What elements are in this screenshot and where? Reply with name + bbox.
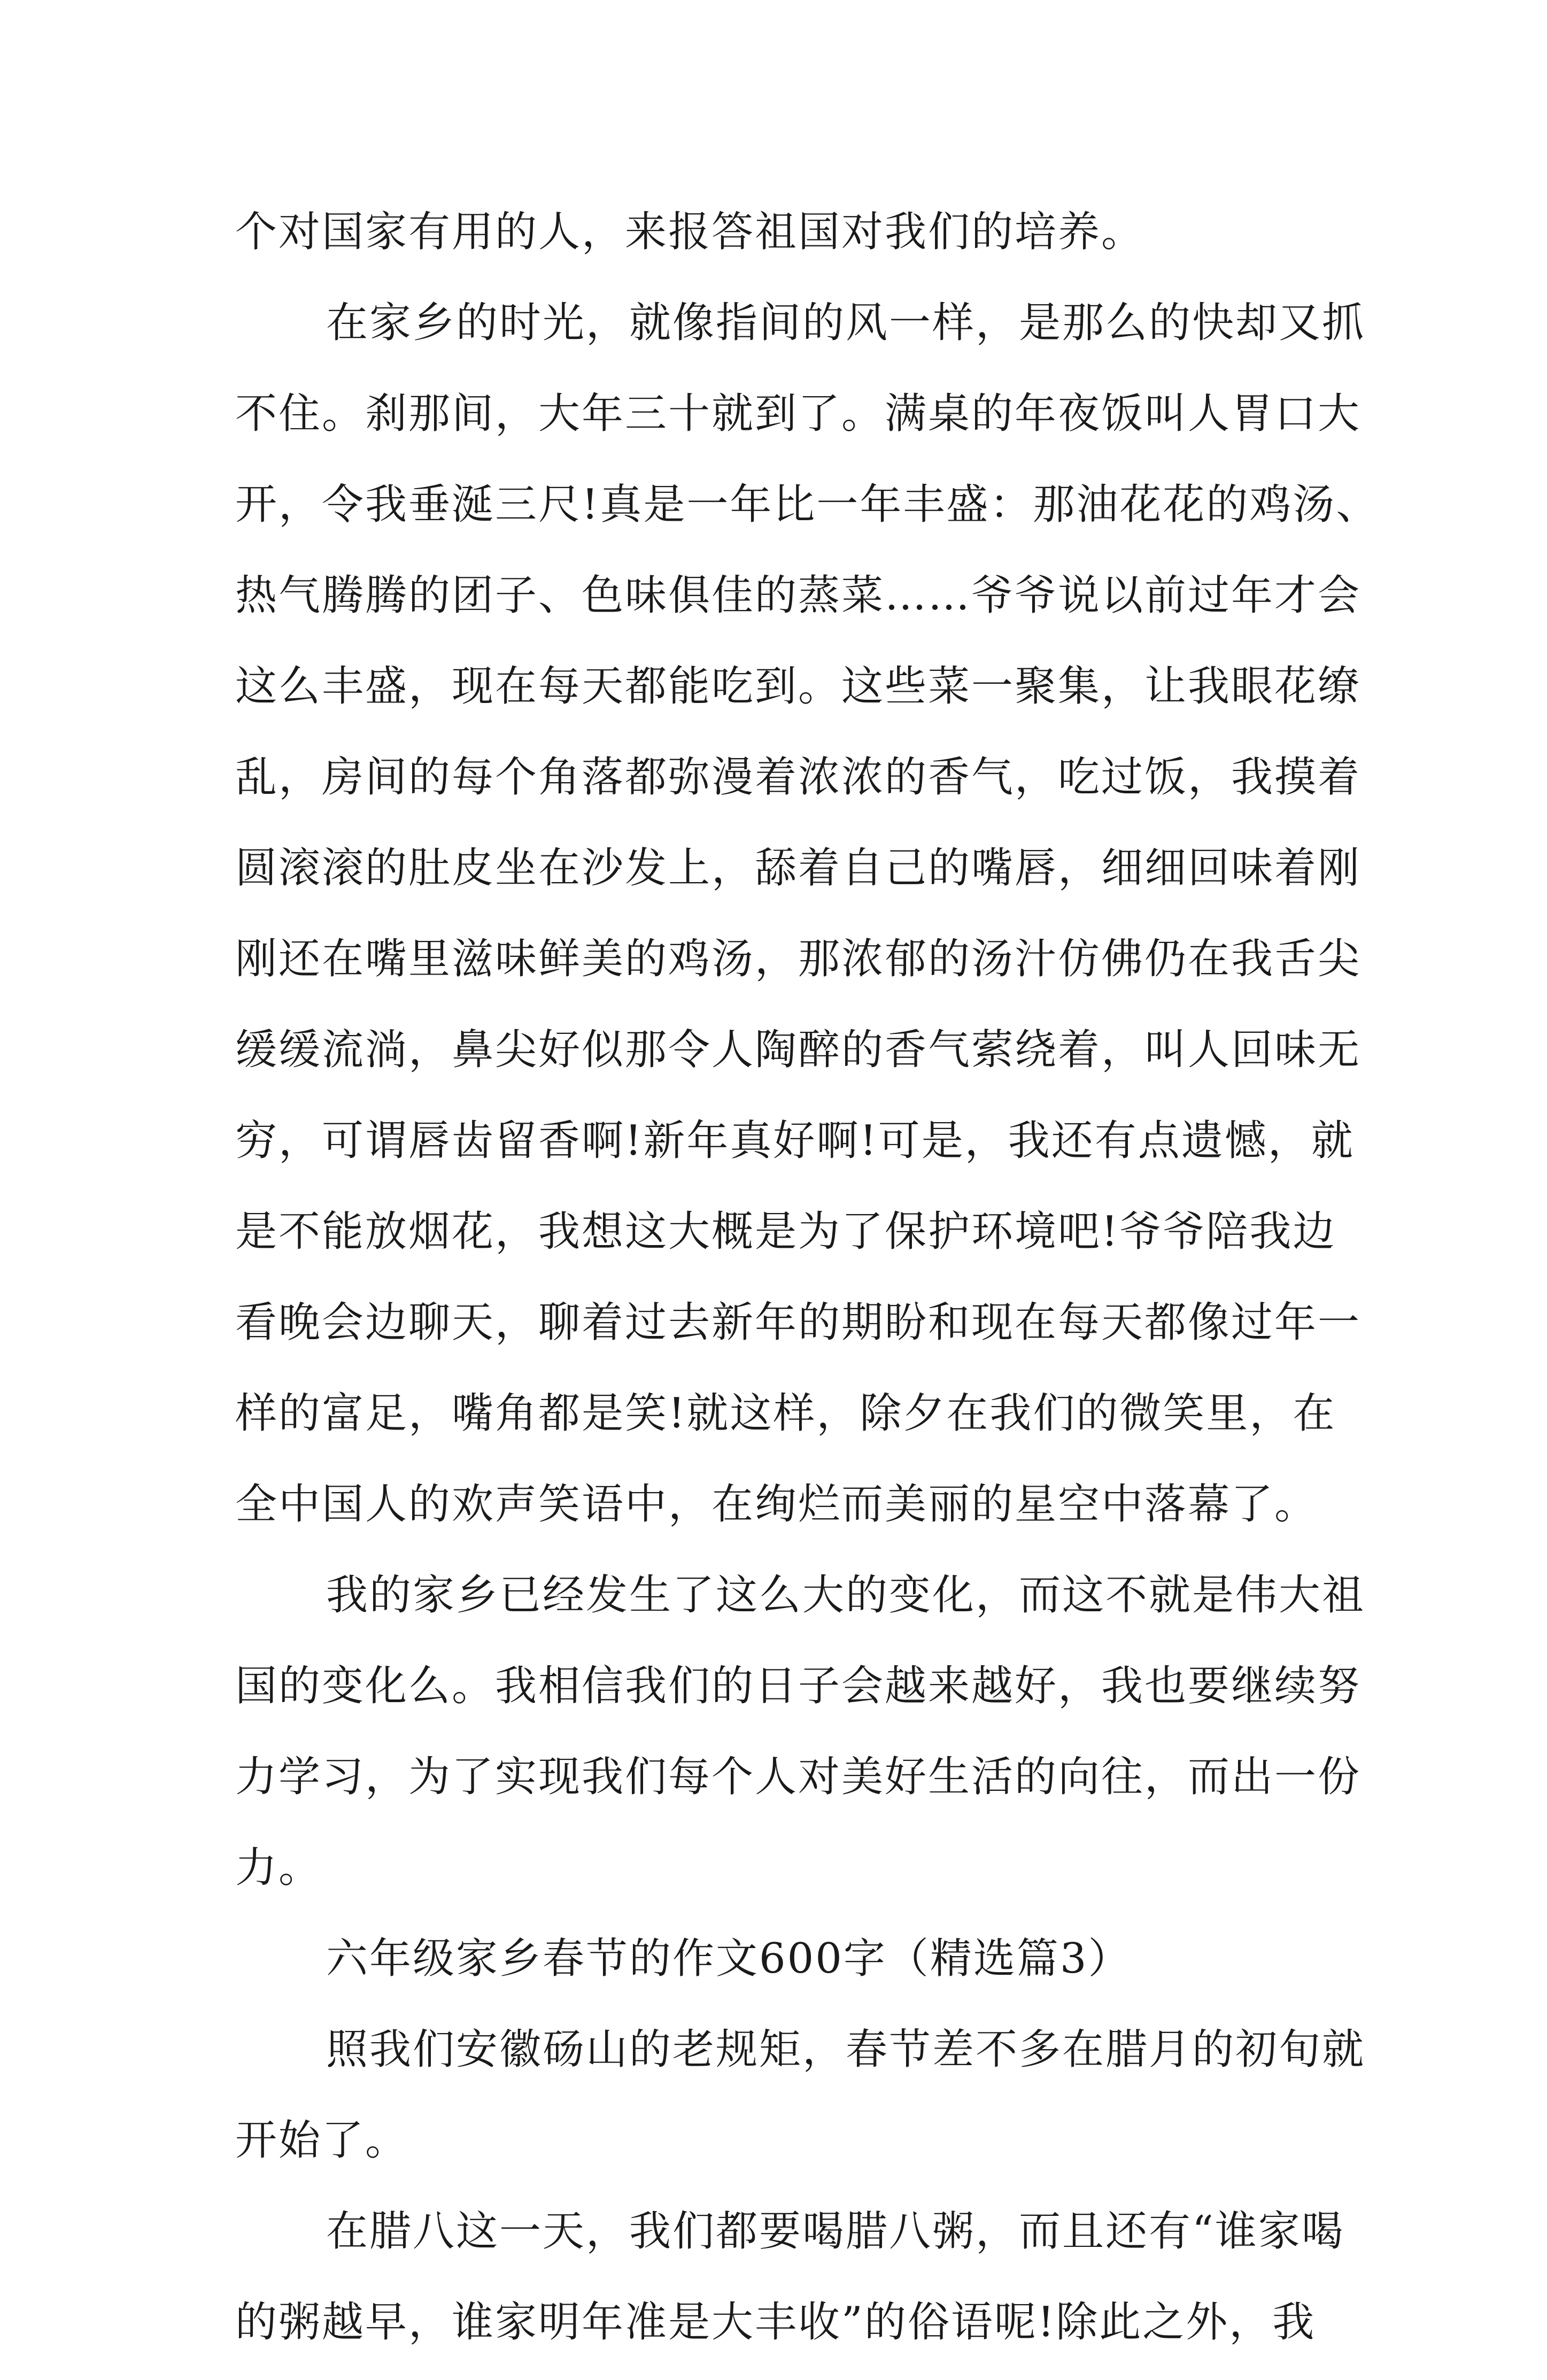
- text-line: 不住。刹那间，大年三十就到了。满桌的年夜饭叫人胃口大: [235, 390, 1362, 438]
- text-line: 的粥越早，谁家明年准是大丰收”的俗语呢!除此之外，我: [235, 2298, 1316, 2346]
- text-line: 看晚会边聊天，聊着过去新年的期盼和现在每天都像过年一: [235, 1299, 1362, 1347]
- text-line: 是不能放烟花，我想这大概是为了保护环境吧!爷爷陪我边: [235, 1208, 1336, 1256]
- text-line: 样的富足，嘴角都是笑!就这样，除夕在我们的微笑里，在: [235, 1389, 1336, 1438]
- paragraph-start-line: 在腊八这一天，我们都要喝腊八粥，而且还有“谁家喝: [326, 2207, 1345, 2255]
- paragraph-start-line: 在家乡的时光，就像指间的风一样，是那么的快却又抓: [326, 299, 1366, 347]
- paragraph-start-line: 照我们安徽砀山的老规矩，春节差不多在腊月的初旬就: [326, 2026, 1366, 2074]
- section-heading: 六年级家乡春节的作文600字（精选篇3）: [326, 1935, 1132, 1983]
- text-line: 开，令我垂涎三尺!真是一年比一年丰盛：那油花花的鸡汤、: [235, 481, 1380, 529]
- paragraph-start-line: 我的家乡已经发生了这么大的变化，而这不就是伟大祖: [326, 1571, 1366, 1619]
- text-line: 全中国人的欢声笑语中，在绚烂而美丽的星空中落幕了。: [235, 1480, 1318, 1528]
- text-line: 这么丰盛，现在每天都能吃到。这些菜一聚集，让我眼花缭: [235, 662, 1362, 710]
- text-line: 圆滚滚的肚皮坐在沙发上，舔着自己的嘴唇，细细回味着刚: [235, 844, 1362, 892]
- text-line: 开始了。: [235, 2116, 409, 2165]
- text-line: 缓缓流淌，鼻尖好似那令人陶醉的香气萦绕着，叫人回味无: [235, 1026, 1362, 1074]
- text-line: 力。: [235, 1844, 322, 1892]
- text-line: 穷，可谓唇齿留香啊!新年真好啊!可是，我还有点遗憾，就: [235, 1117, 1355, 1165]
- text-line: 刚还在嘴里滋味鲜美的鸡汤，那浓郁的汤汁仿佛仍在我舌尖: [235, 935, 1362, 983]
- text-line: 个对国家有用的人，来报答祖国对我们的培养。: [235, 208, 1145, 256]
- text-line: 力学习，为了实现我们每个人对美好生活的向往，而出一份: [235, 1753, 1362, 1801]
- text-line: 国的变化么。我相信我们的日子会越来越好，我也要继续努: [235, 1662, 1362, 1710]
- essay-text: [235, 199, 1380, 2380]
- text-line: 热气腾腾的团子、色味俱佳的蒸菜……爷爷说以前过年才会: [235, 571, 1362, 620]
- text-line: 乱，房间的每个角落都弥漫着浓浓的香气，吃过饭，我摸着: [235, 753, 1362, 801]
